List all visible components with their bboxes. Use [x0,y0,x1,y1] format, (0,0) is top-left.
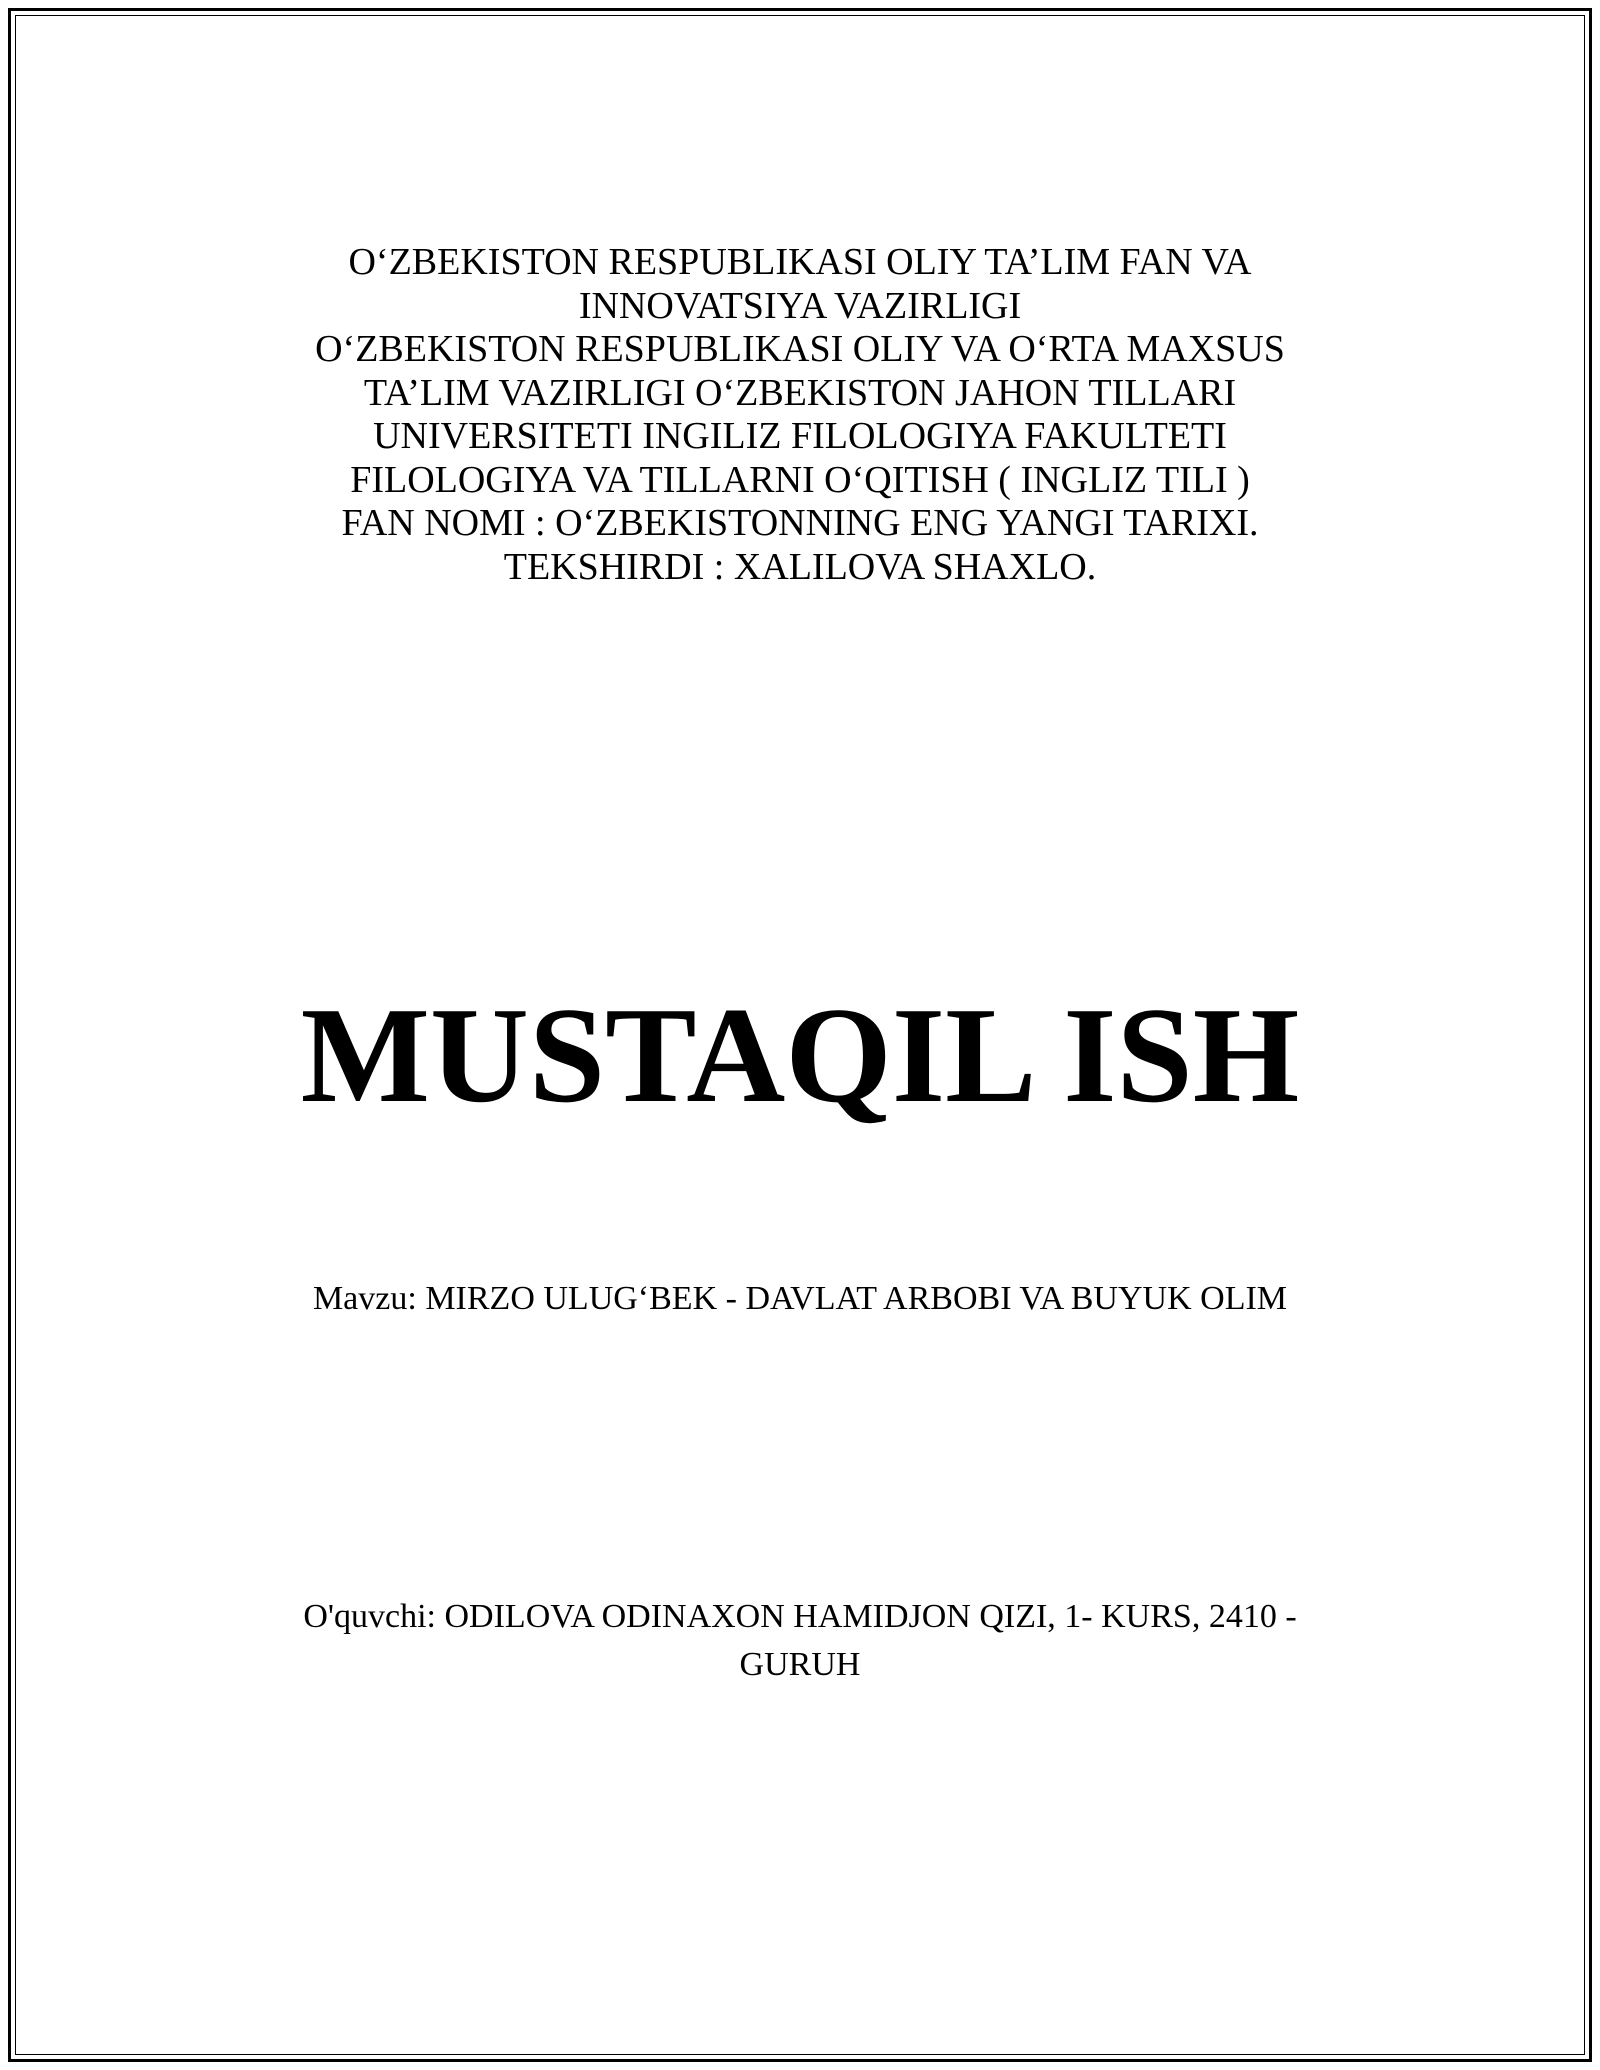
student-info [0,1593,1600,1689]
institution-header [0,241,1600,589]
header-line: FILOLOGIYA VA TILLARNI O‘QITISH ( INGLIZ TILI ) [350,458,1250,501]
header-line: TA’LIM VAZIRLIGI O‘ZBEKISTON JAHON TILLARI [363,371,1237,414]
header-line: INNOVATSIYA VAZIRLIGI [578,284,1022,327]
header-line: UNIVERSITETI INGILIZ FILOLOGIYA FAKULTETI [373,415,1227,457]
header-line: TEKSHIRDI : XALILOVA SHAXLO. [503,545,1097,588]
document-title: MUSTAQIL ISH [300,979,1300,1131]
header-line: O‘ZBEKISTON RESPUBLIKASI OLIY TA’LIM FAN VA [348,241,1252,283]
student-line: GURUH [739,1646,861,1683]
student-line: O'quvchi: ODILOVA ODINAXON HAMIDJON QIZI, 1- KURS, 2410 - [303,1598,1297,1635]
header-line: FAN NOMI : O‘ZBEKISTONNING ENG YANGI TARIXI. [341,502,1259,544]
topic-line: Mavzu: MIRZO ULUG‘BEK - DAVLAT ARBOBI VA BUYUK OLIM [312,1280,1288,1317]
header-line: O‘ZBEKISTON RESPUBLIKASI OLIY VA O‘RTA MAXSUS [315,328,1285,370]
